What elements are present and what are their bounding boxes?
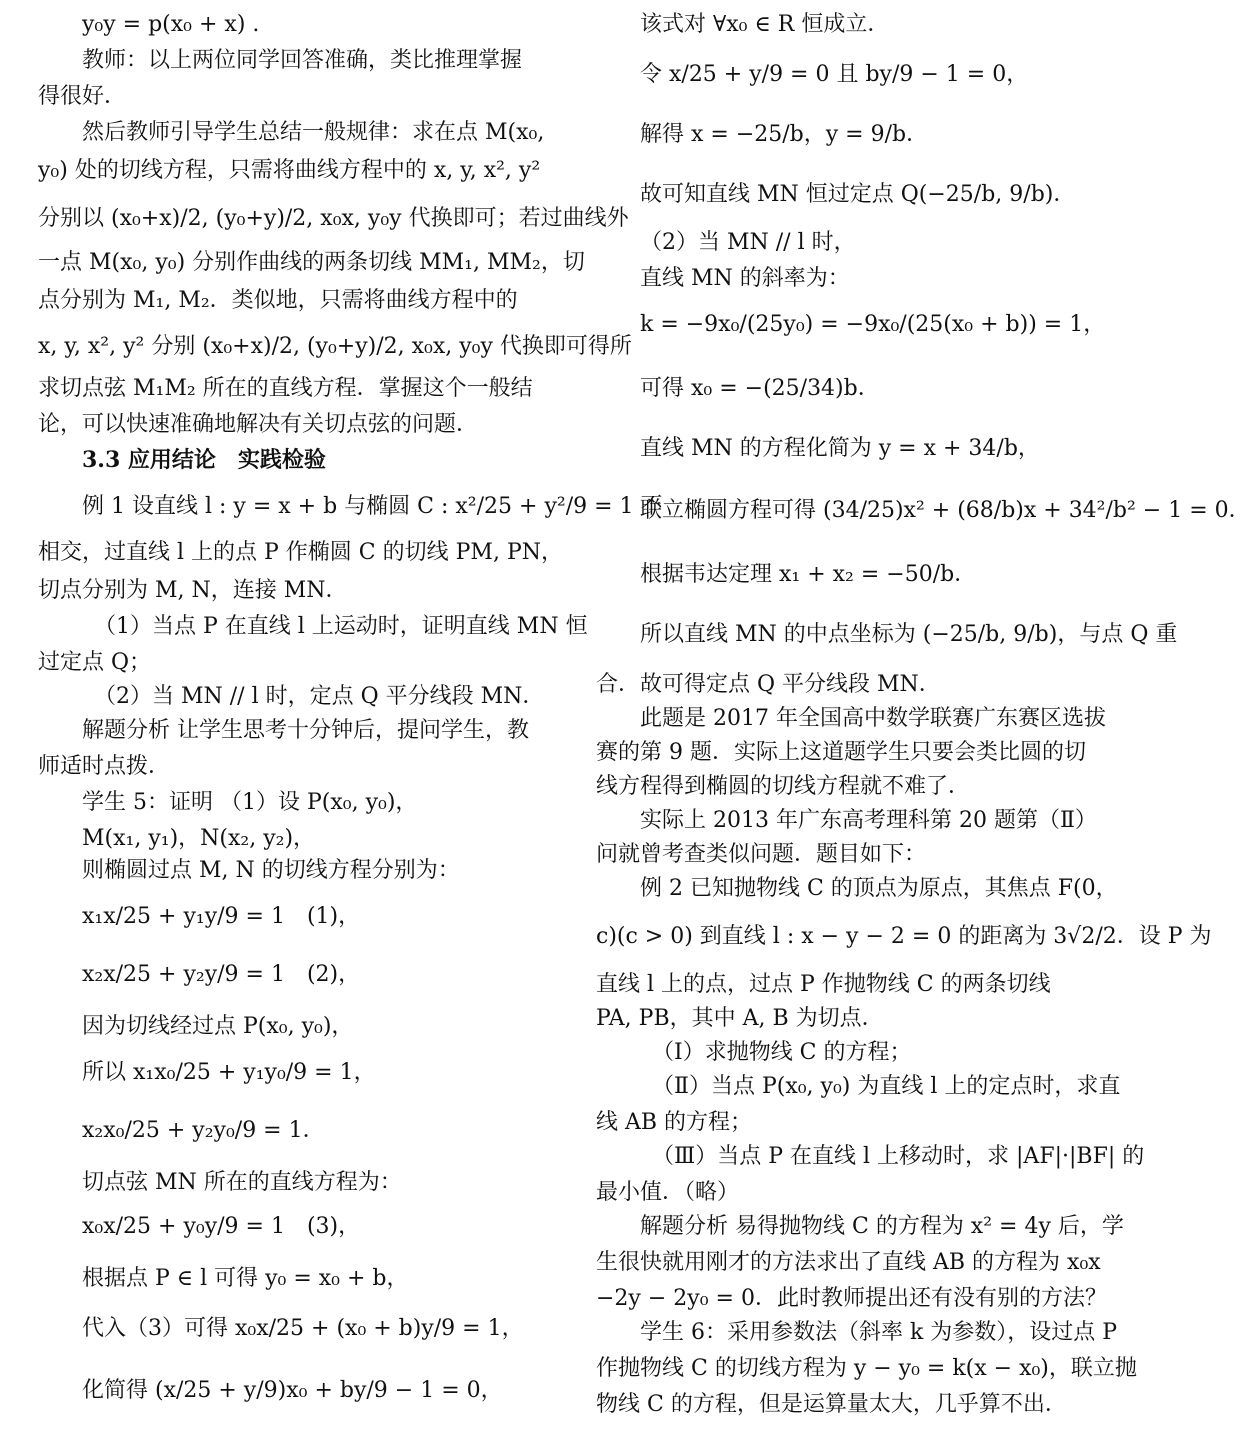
left-text-line: 根据点 P ∈ l 可得 y₀ = x₀ + b， [82,1266,409,1291]
right-text-line: 学生 6：采用参数法（斜率 k 为参数），设过点 P [640,1320,1118,1345]
left-text-line: 化简得 (x/25 + y/9)x₀ + by/9 − 1 = 0， [82,1378,503,1403]
left-text-line: （2）当 MN // l 时，定点 Q 平分线段 MN． [94,684,545,709]
left-text-line: 相交，过直线 l 上的点 P 作椭圆 C 的切线 PM, PN， [38,540,563,565]
right-text-line: 根据韦达定理 x₁ + x₂ = −50/b． [640,562,977,587]
left-text-line: 师适时点拨． [38,754,171,779]
left-text-line: 代入（3）可得 x₀x/25 + (x₀ + b)y/9 = 1， [82,1316,524,1341]
left-text-line: 一点 M(x₀, y₀) 分别作曲线的两条切线 MM₁, MM₂，切 [38,250,585,275]
right-text-line: 问就曾考查类似问题．题目如下： [596,842,927,867]
left-text-line: 因为切线经过点 P(x₀, y₀)， [82,1014,354,1039]
right-text-line: 此题是 2017 年全国高中数学联赛广东赛区选拔 [640,706,1106,731]
left-text-line: 学生 5：证明 （1）设 P(x₀, y₀)， [82,790,418,815]
right-text-line: 最小值．（略） [596,1180,740,1205]
left-text-line: 3.3 应用结论 实践检验 [82,447,326,473]
right-text-line: 令 x/25 + y/9 = 0 且 by/9 − 1 = 0， [640,62,1029,87]
left-text-line: y₀) 处的切线方程，只需将曲线方程中的 x, y, x², y² [38,158,541,183]
right-text-line: 例 2 已知抛物线 C 的顶点为原点，其焦点 F(0， [640,876,1118,901]
right-text-line: PA, PB，其中 A, B 为切点． [596,1006,884,1031]
right-text-line: 直线 MN 的斜率为： [640,266,850,291]
left-text-line: 解题分析 让学生思考十分钟后，提问学生，教 [82,718,529,743]
left-text-line: x, y, x², y² 分别 (x₀+x)/2, (y₀+y)/2, x₀x, y₀y 代换即可得所 [38,334,632,359]
right-text-line: （Ⅲ）当点 P 在直线 l 上移动时，求 |AF|·|BF| 的 [652,1144,1145,1169]
left-text-line: 分别以 (x₀+x)/2, (y₀+y)/2, x₀x, y₀y 代换即可；若过曲线外 [38,206,629,231]
right-text-line: 故可知直线 MN 恒过定点 Q(−25/b, 9/b)． [640,182,1076,207]
left-text-line: （1）当点 P 在直线 l 上运动时，证明直线 MN 恒 [94,614,588,639]
right-text-line: −2y − 2y₀ = 0．此时教师提出还有没有别的方法？ [596,1286,1107,1311]
right-text-line: 生很快就用刚才的方法求出了直线 AB 的方程为 x₀x [596,1250,1101,1275]
right-text-line: c)(c > 0) 到直线 l : x − y − 2 = 0 的距离为 3√2/2．设 P 为 [596,924,1212,949]
left-text-line: 过定点 Q； [38,650,152,675]
right-text-line: 解得 x = −25/b，y = 9/b． [640,122,929,147]
right-text-line: 直线 MN 的方程化简为 y = x + 34/b， [640,436,1040,461]
right-text-line: （Ⅱ）当点 P(x₀, y₀) 为直线 l 上的定点时，求直 [652,1074,1121,1099]
right-text-line: 直线 l 上的点，过点 P 作抛物线 C 的两条切线 [596,972,1051,997]
left-text-line: 切点弦 MN 所在的直线方程为： [82,1170,402,1195]
right-text-line: 可得 x₀ = −(25/34)b． [640,376,880,401]
left-text-line: x₂x/25 + y₂y/9 = 1 (2)， [82,962,361,987]
right-text-line: （Ⅰ）求抛物线 C 的方程； [652,1040,912,1065]
right-text-line: 物线 C 的方程，但是运算量太大，几乎算不出． [596,1392,1067,1417]
left-text-line: x₀x/25 + y₀y/9 = 1 (3)， [82,1214,361,1239]
left-text-line: M(x₁, y₁)，N(x₂, y₂)， [82,826,316,851]
right-text-line: 线方程得到椭圆的切线方程就不难了． [596,774,971,799]
left-text-line: 所以 x₁x₀/25 + y₁y₀/9 = 1， [82,1060,376,1085]
right-text-line: 赛的第 9 题．实际上这道题学生只要会类比圆的切 [596,740,1086,765]
right-text-line: 线 AB 的方程； [596,1110,753,1135]
right-text-line: 所以直线 MN 的中点坐标为 (−25/b, 9/b)，与点 Q 重 [640,622,1178,647]
right-text-line: 实际上 2013 年广东高考理科第 20 题第（Ⅱ） [640,808,1097,833]
right-text-line: k = −9x₀/(25y₀) = −9x₀/(25(x₀ + b)) = 1， [640,312,1106,337]
left-text-line: 则椭圆过点 M, N 的切线方程分别为： [82,858,460,883]
left-text-line: 得很好． [38,84,127,109]
right-text-line: 解题分析 易得抛物线 C 的方程为 x² = 4y 后，学 [640,1214,1124,1239]
right-text-line: （2）当 MN // l 时， [640,230,856,255]
left-text-line: x₂x₀/25 + y₂y₀/9 = 1． [82,1118,325,1143]
left-text-line: x₁x/25 + y₁y/9 = 1 (1)， [82,904,361,929]
left-text-line: 切点分别为 M, N，连接 MN． [38,578,348,603]
left-text-line: y₀y = p(x₀ + x) . [82,12,260,37]
right-text-line: 合．故可得定点 Q 平分线段 MN． [596,672,941,697]
left-text-line: 求切点弦 M₁M₂ 所在的直线方程．掌握这个一般结 [38,376,533,401]
right-text-line: 作抛物线 C 的切线方程为 y − y₀ = k(x − x₀)，联立抛 [596,1356,1137,1381]
right-text-line: 联立椭圆方程可得 (34/25)x² + (68/b)x + 34²/b² − 1 = 0． [640,498,1251,523]
left-text-line: 然后教师引导学生总结一般规律：求在点 M(x₀, [82,120,545,145]
left-text-line: 教师：以上两位同学回答准确，类比推理掌握 [82,48,523,73]
left-text-line: 点分别为 M₁, M₂．类似地，只需将曲线方程中的 [38,288,518,313]
left-text-line: 论，可以快速准确地解决有关切点弦的问题． [38,412,479,437]
right-text-line: 该式对 ∀x₀ ∈ R 恒成立． [640,12,890,37]
left-text-line: 例 1 设直线 l : y = x + b 与椭圆 C : x²/25 + y²/9 = 1 不 [82,494,663,519]
